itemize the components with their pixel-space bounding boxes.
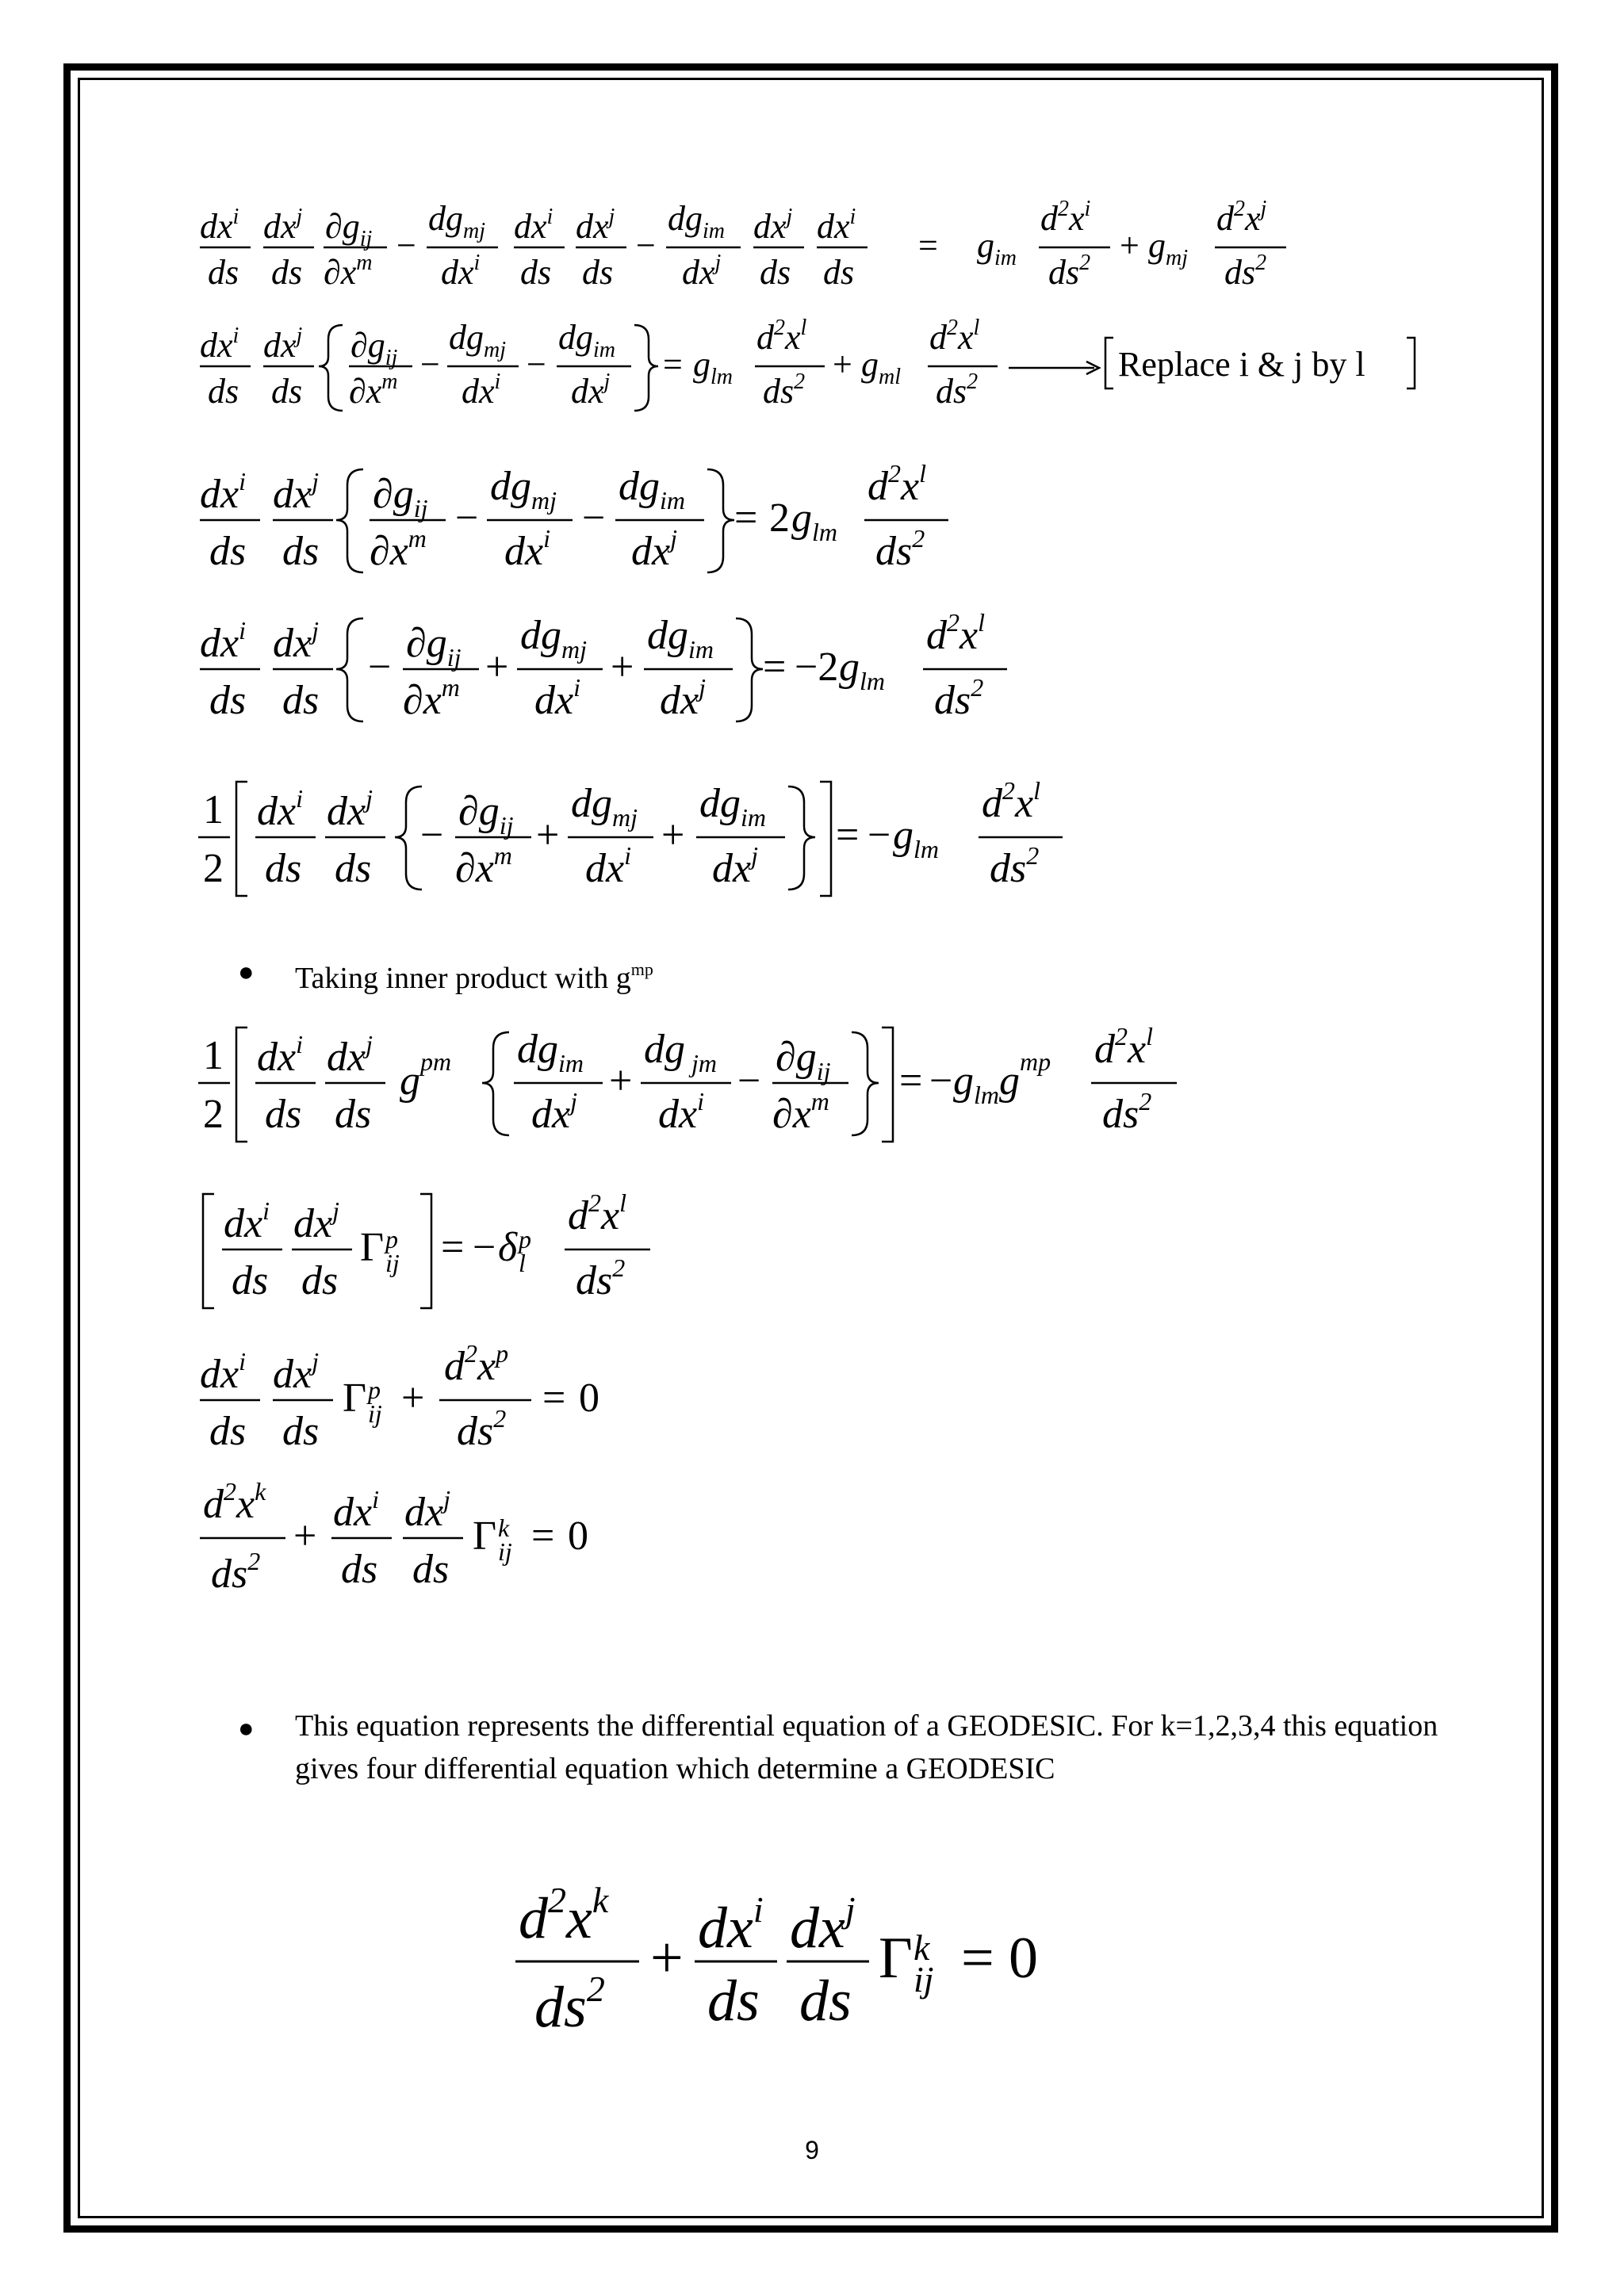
svg-text:=: =	[763, 645, 787, 690]
svg-text:∂xm: $\partial x^m$	[455, 841, 512, 891]
svg-text:ij: ij	[368, 1399, 382, 1428]
svg-text:ds: ds	[341, 1547, 378, 1592]
svg-text:dxi: $dx^i$	[441, 251, 481, 292]
svg-text:0: 0	[568, 1513, 588, 1559]
svg-text:d2xi: $d^2x^i$	[1040, 197, 1091, 238]
svg-text:dgim: $dg_{im}$	[619, 464, 685, 515]
svg-text:−: −	[527, 345, 546, 384]
svg-text:dxi: $dx^i$	[200, 616, 246, 666]
svg-text:+: +	[485, 645, 509, 690]
svg-text:∂gij: $\partial g_{ij}$	[373, 472, 428, 522]
svg-text:ds: ds	[265, 846, 302, 891]
bullet-text: Taking inner product with g	[295, 962, 631, 995]
svg-text:dg jm: dg $_{jm}$	[644, 1027, 717, 1077]
svg-text:=: =	[836, 813, 860, 858]
svg-text:dgmj: $dg_{mj}$	[520, 613, 587, 664]
svg-text:+: +	[1120, 226, 1139, 265]
svg-text:ds2: $ds^2$	[990, 841, 1040, 891]
svg-text:dxj: $dx^j$	[327, 784, 373, 834]
svg-text:dxj: $dx^j$	[273, 467, 319, 517]
svg-text:ds2: $ds^2$	[457, 1404, 507, 1454]
svg-text:ds2: $ds^2$	[534, 1969, 605, 2040]
equation-geodesic-final	[0, 1871, 1624, 2045]
svg-text:∂xm: $\partial x^m$	[324, 251, 373, 292]
svg-text:=: =	[734, 496, 758, 541]
svg-text:gpm: $g^{pm}$	[400, 1047, 452, 1104]
svg-text:dxi: $dx^i$	[698, 1889, 764, 1961]
bullet-text: This equation represents the differential equation of a GEODESIC. For k=1,2,3,4 this equation gives four differential equation which determine a GEODESIC	[295, 1709, 1438, 1785]
svg-text:dxj: $dx^j$	[790, 1889, 856, 1961]
svg-text:ds2: $ds^2$	[1224, 251, 1267, 292]
svg-text:glm: $g_{lm}$	[893, 813, 939, 863]
svg-text:d2xk: $d^2x^k$	[203, 1477, 266, 1527]
svg-text:+: +	[609, 1058, 633, 1104]
svg-text:dxj: $dx^j$	[660, 673, 706, 723]
svg-text:ds: ds	[209, 1409, 247, 1454]
svg-text:+: +	[401, 1376, 425, 1421]
replace-note: Replace i & j by l	[1118, 345, 1365, 384]
svg-text:Γ: Γ	[360, 1225, 385, 1270]
svg-text:ij: ij	[385, 1249, 400, 1277]
svg-text:d2xl: $d^2x^l$	[756, 316, 807, 357]
svg-text:dxj: $dx^j$	[576, 205, 615, 246]
svg-text:gmj: $g_{mj}$	[1148, 226, 1188, 270]
svg-text:∂gij: $\partial g_{ij}$	[325, 207, 373, 251]
svg-text:ds2: $ds^2$	[875, 524, 925, 574]
svg-text:ds: ds	[412, 1547, 450, 1592]
svg-text:=: =	[961, 1926, 994, 1991]
svg-text:d2xj: $d^2x^j$	[1216, 197, 1267, 238]
svg-text:+: +	[661, 813, 685, 858]
svg-text:dxj: $dx^j$	[631, 524, 677, 574]
svg-text:ds2: $ds^2$	[763, 369, 806, 411]
svg-text:dxj: $dx^j$	[712, 841, 758, 891]
page-number: 9	[805, 2136, 819, 2164]
svg-text:dxj: $dx^j$	[531, 1087, 577, 1137]
svg-text:Γ: Γ	[879, 1926, 913, 1991]
svg-text:ds: ds	[823, 253, 855, 292]
bullet-dot: ●	[238, 1714, 255, 1743]
final-rhs: 0	[1009, 1926, 1038, 1991]
bullet-geodesic	[238, 1705, 1459, 1800]
svg-text:−: −	[737, 1058, 761, 1104]
svg-text:ds: ds	[265, 1092, 302, 1137]
svg-text:dgim: $dg_{im}$	[517, 1027, 584, 1077]
svg-text:Γ: Γ	[343, 1376, 367, 1421]
svg-text:−: −	[868, 813, 891, 858]
svg-text:−: −	[582, 496, 606, 541]
svg-text:δ: δ	[498, 1225, 518, 1270]
svg-text:gml: $g_{ml}$	[861, 345, 901, 389]
svg-text:dxi: $dx^i$	[333, 1485, 379, 1535]
svg-text:dxi: $dx^i$	[504, 524, 550, 574]
svg-text:dxi: $dx^i$	[585, 841, 631, 891]
svg-text:d2xl: $d^2x^l$	[929, 316, 980, 357]
svg-text:k: k	[498, 1513, 510, 1542]
svg-text:dxi: $dx^i$	[200, 1347, 246, 1397]
svg-text:ds2: $ds^2$	[211, 1547, 261, 1597]
svg-text:−: −	[929, 1058, 953, 1104]
svg-text:ds2: $ds^2$	[576, 1253, 626, 1303]
svg-text:=: =	[899, 1058, 923, 1104]
svg-text:∂gij: $\partial g_{ij}$	[406, 621, 462, 672]
svg-text:=: =	[542, 1376, 566, 1421]
svg-text:d2xp: $d^2x^p$	[444, 1339, 509, 1389]
svg-text:Γ: Γ	[473, 1513, 497, 1559]
svg-text:dxj: $dx^j$	[327, 1030, 373, 1080]
svg-text:dgmj: $dg_{mj}$	[428, 199, 485, 243]
svg-text:dxj: $dx^j$	[273, 616, 319, 666]
svg-text:d2xk: $d^2x^k$	[519, 1880, 609, 1951]
svg-text:ds: ds	[232, 1258, 269, 1303]
svg-text:dxj: $dx^j$	[293, 1196, 339, 1246]
svg-text:ds: ds	[282, 678, 320, 723]
svg-text:ds: ds	[271, 372, 303, 411]
svg-text:ds: ds	[707, 1969, 760, 2034]
svg-text:−: −	[420, 813, 444, 858]
svg-text:k: k	[914, 1927, 930, 1968]
svg-text:ds: ds	[760, 253, 791, 292]
svg-text:p: p	[519, 1225, 531, 1253]
svg-text:ij: ij	[498, 1537, 512, 1566]
svg-text:ij: ij	[914, 1959, 934, 1999]
svg-text:d2xl: $d^2x^l$	[1094, 1022, 1153, 1072]
svg-text:dgim: $dg_{im}$	[699, 781, 766, 832]
svg-text:=: =	[441, 1225, 465, 1270]
svg-text:glm: $g_{lm}$	[839, 645, 885, 695]
svg-text:−: −	[396, 226, 416, 265]
svg-text:−: −	[368, 645, 392, 690]
svg-text:1: 1	[203, 1033, 224, 1078]
svg-text:d2xl: $d^2x^l$	[868, 459, 926, 509]
equation-7	[0, 1189, 1624, 1324]
svg-text:dxi: $dx^i$	[224, 1196, 270, 1246]
svg-text:−: −	[636, 226, 656, 265]
equation-1	[0, 197, 1624, 292]
svg-text:ds: ds	[335, 846, 372, 891]
svg-text:dgim: $dg_{im}$	[668, 199, 725, 243]
svg-text:+: +	[293, 1513, 317, 1559]
svg-text:∂gij: $\partial g_{ij}$	[458, 789, 514, 840]
svg-text:glm: $g_{lm}$	[693, 345, 733, 389]
svg-text:ds: ds	[209, 678, 247, 723]
svg-text:dgim: $dg_{im}$	[558, 318, 615, 362]
svg-text:d2xl: $d^2x^l$	[568, 1188, 626, 1238]
svg-text:ds: ds	[282, 529, 320, 574]
bullet-superscript: mp	[630, 959, 653, 979]
equation-9	[0, 1478, 1624, 1605]
svg-text:dxj: $dx^j$	[571, 369, 611, 411]
svg-text:=: =	[918, 226, 938, 265]
svg-text:dxj: $dx^j$	[273, 1347, 319, 1397]
svg-text:0: 0	[579, 1376, 599, 1421]
svg-text:∂xm: $\partial x^m$	[370, 524, 427, 574]
svg-text:dxi: $dx^i$	[658, 1087, 704, 1137]
svg-text:dxi: $dx^i$	[257, 784, 303, 834]
svg-text:2: 2	[203, 846, 224, 891]
svg-text:ds2: $ds^2$	[1102, 1087, 1152, 1137]
svg-text:p: p	[385, 1225, 398, 1253]
svg-text:p: p	[368, 1376, 381, 1404]
svg-text:ds: ds	[282, 1409, 320, 1454]
svg-text:−: −	[473, 1225, 496, 1270]
equation-8	[0, 1340, 1624, 1467]
bullet-dot: ●	[238, 958, 255, 987]
svg-text:d2xl: $d^2x^l$	[926, 608, 985, 658]
svg-text:dgim: $dg_{im}$	[647, 613, 714, 664]
svg-text:dxj: $dx^j$	[404, 1485, 450, 1535]
svg-text:d2xl: $d^2x^l$	[982, 776, 1040, 826]
svg-text:dgmj: $dg_{mj}$	[490, 464, 557, 515]
svg-text:gim: $g_{im}$	[977, 226, 1017, 270]
svg-text:dxi: $dx^i$	[534, 673, 580, 723]
svg-text:ds: ds	[271, 253, 303, 292]
svg-text:ds: ds	[208, 372, 239, 411]
svg-text:+: +	[833, 345, 852, 384]
svg-text:ds: ds	[335, 1092, 372, 1137]
svg-text:+: +	[536, 813, 560, 858]
svg-text:−2: −2	[795, 645, 839, 690]
svg-text:dxi: $dx^i$	[200, 205, 239, 246]
svg-text:dxi: $dx^i$	[257, 1030, 303, 1080]
svg-text:ds: ds	[582, 253, 614, 292]
svg-text:=: =	[663, 345, 683, 384]
svg-text:dxi: $dx^i$	[462, 369, 501, 411]
svg-text:ds: ds	[520, 253, 552, 292]
svg-text:ds: ds	[301, 1258, 339, 1303]
svg-text:ds2: $ds^2$	[1048, 251, 1091, 292]
svg-text:−: −	[420, 345, 440, 384]
equation-5	[0, 777, 1624, 912]
svg-text:1: 1	[203, 787, 224, 832]
svg-text:+: +	[650, 1926, 684, 1991]
svg-text:−: −	[455, 496, 479, 541]
svg-text:∂xm: $\partial x^m$	[349, 369, 398, 411]
svg-text:ds: ds	[208, 253, 239, 292]
svg-text:2: 2	[769, 496, 790, 541]
svg-text:∂gij: $\partial g_{ij}$	[350, 326, 398, 370]
equation-2	[0, 317, 1624, 420]
equation-6	[0, 1023, 1624, 1158]
equation-3	[0, 460, 1624, 587]
svg-text:2: 2	[203, 1092, 224, 1137]
svg-text:l: l	[519, 1249, 526, 1277]
svg-text:+: +	[611, 645, 634, 690]
svg-text:glmgmp: $g_{lm}g^{mp}$	[953, 1047, 1051, 1109]
equation-4	[0, 609, 1624, 736]
svg-text:∂xm: $\partial x^m$	[403, 673, 460, 723]
svg-text:ds2: $ds^2$	[934, 673, 984, 723]
svg-text:=: =	[531, 1513, 555, 1559]
svg-text:glm: $g_{lm}$	[791, 496, 837, 546]
svg-text:dxj: $dx^j$	[682, 251, 722, 292]
svg-text:∂gij: $\partial g_{ij}$	[776, 1035, 831, 1085]
svg-text:∂xm: $\partial x^m$	[772, 1087, 829, 1137]
svg-text:dxi: $dx^i$	[200, 467, 246, 517]
bullet-inner-product	[238, 948, 1459, 996]
svg-text:ds: ds	[209, 529, 247, 574]
svg-text:dxj: $dx^j$	[263, 205, 303, 246]
svg-text:dxj: $dx^j$	[753, 205, 793, 246]
svg-text:dxj: $dx^j$	[263, 323, 303, 365]
svg-text:dxi: $dx^i$	[817, 205, 856, 246]
svg-text:dgmj: $dg_{mj}$	[449, 318, 506, 362]
svg-text:ds: ds	[799, 1969, 852, 2034]
svg-text:dgmj: $dg_{mj}$	[571, 781, 638, 832]
svg-text:dxi: $dx^i$	[514, 205, 553, 246]
svg-text:ds2: $ds^2$	[936, 369, 979, 411]
svg-text:dxi: $dx^i$	[200, 323, 239, 365]
